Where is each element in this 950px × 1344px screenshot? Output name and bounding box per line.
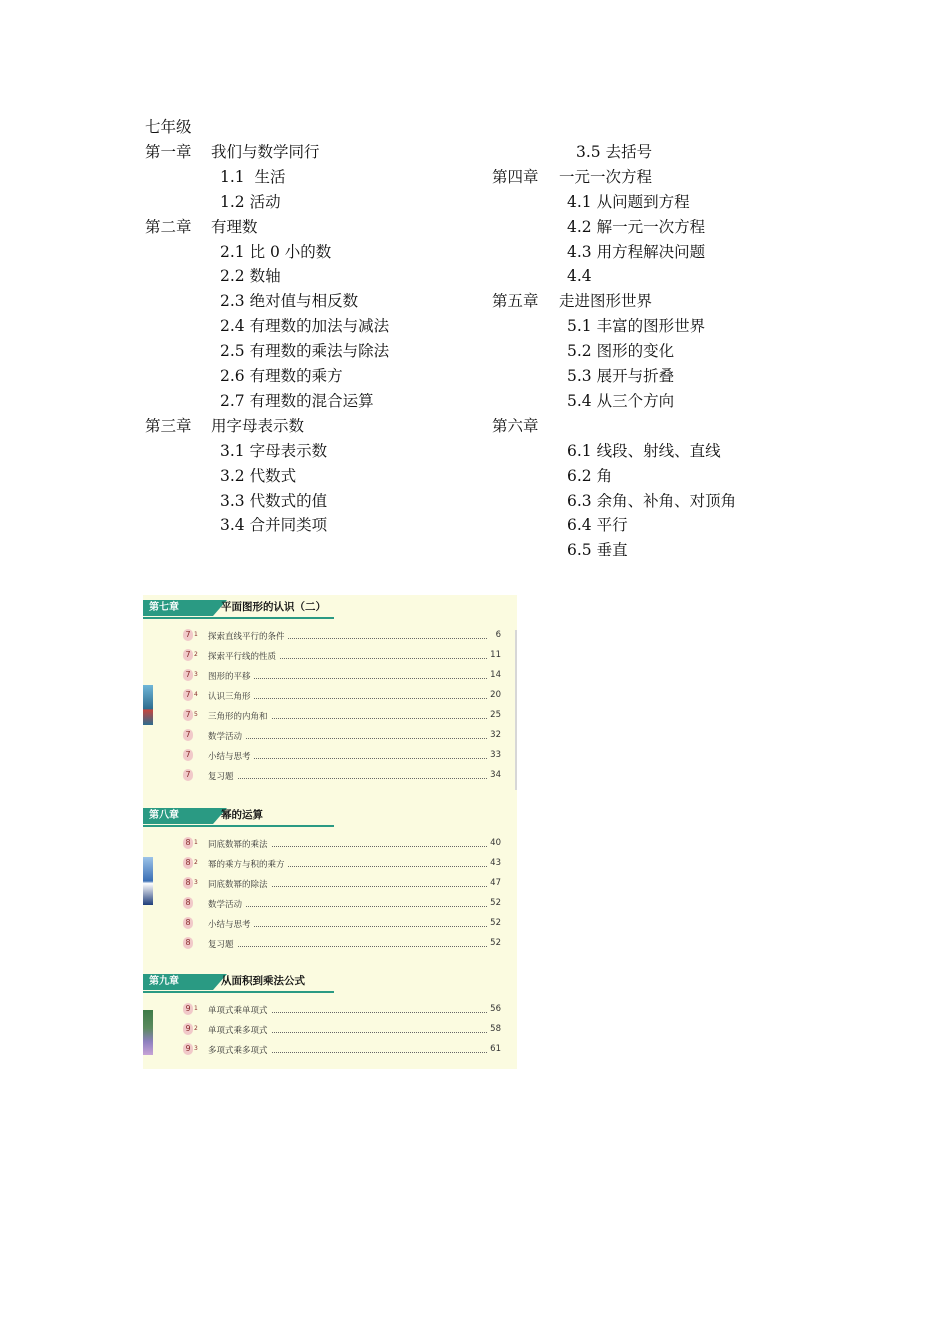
section-entry: 2.2 数轴 [220,267,281,286]
page-number: 33 [487,750,501,760]
toc-entry [183,1003,501,1016]
chapter-number-badge: 7 [183,729,193,741]
section-entry: 5.4 从三个方向 [567,391,675,410]
page-number: 6 [487,630,501,640]
chapter-header [143,598,343,618]
section-title: 图形的平移 [208,670,254,682]
section-subnumber: 3 [194,879,198,886]
page-edge-shadow [515,630,517,790]
toc-entry [183,877,501,890]
section-entry: 3.5 去括号 [576,142,653,161]
chapter-title: 有理数 [211,217,258,236]
chapter-header [143,972,343,992]
chapter-number-badge: 8 [183,937,193,949]
section-title: 三角形的内角和 [208,710,271,722]
page-number: 40 [487,838,501,848]
page-number: 43 [487,858,501,868]
toc-entry [183,769,501,782]
page-number: 20 [487,690,501,700]
page-number: 61 [487,1044,501,1054]
toc-entry [183,857,501,870]
page-number: 52 [487,918,501,928]
section-entry: 2.4 有理数的加法与减法 [220,317,390,336]
chapter-number-badge: 7 [183,669,193,681]
section-title: 认识三角形 [208,690,254,702]
dot-leader [208,906,487,907]
dot-leader [208,738,487,739]
dot-leader [208,778,487,779]
section-title: 复习题 [208,938,237,950]
section-title: 同底数幂的除法 [208,878,271,890]
section-subnumber: 5 [194,711,198,718]
page-number: 58 [487,1024,501,1034]
section-entry: 1.2 活动 [220,192,281,211]
chapter-number-badge: 8 [183,837,193,849]
chapter-underline [143,617,334,619]
section-subnumber: 3 [194,1045,198,1052]
page-number: 11 [487,650,501,660]
section-subnumber: 1 [194,631,198,638]
section-subnumber: 2 [194,651,198,658]
section-title: 单项式乘多项式 [208,1024,271,1036]
section-title: 探索平行线的性质 [208,650,279,662]
chapter-number-badge: 8 [183,877,193,889]
section-entry: 2.6 有理数的乘方 [220,367,343,385]
section-entry: 3.1 字母表示数 [220,441,328,460]
chapter-number: 第五章 [492,292,539,311]
chapter-title: 走进图形世界 [559,292,653,311]
chapter-title: 平面图形的认识（二） [221,601,326,613]
chapter-thumbnail-nine [143,1010,153,1055]
section-entry: 6.5 垂直 [567,541,628,560]
toc-entry [183,729,501,742]
chapter-number-badge: 7 [183,629,193,641]
toc-entry [183,897,501,910]
chapter-number: 第一章 [145,142,192,161]
chapter-title: 用字母表示数 [211,416,305,435]
toc-entry [183,937,501,950]
chapter-number: 第四章 [492,167,539,186]
section-entry: 6.3 余角、补角、对顶角 [567,491,737,510]
section-entry: 2.1 比 0 小的数 [220,242,332,261]
section-title: 复习题 [208,770,237,782]
page-number: 56 [487,1004,501,1014]
page-number: 47 [487,878,501,888]
section-entry: 2.3 绝对值与相反数 [220,292,359,311]
toc-entry [183,1043,501,1056]
page-number: 52 [487,938,501,948]
chapter-number-badge: 8 [183,917,193,929]
toc-entry [183,709,501,722]
toc-entry [183,749,501,762]
section-subnumber: 2 [194,1025,198,1032]
section-entry: 6.4 平行 [567,516,628,535]
chapter-title: 幂的运算 [221,809,263,821]
section-entry: 2.7 有理数的混合运算 [220,391,374,410]
section-title: 同底数幂的乘法 [208,838,271,850]
page-number: 52 [487,898,501,908]
section-entry: 3.2 代数式 [220,466,297,485]
toc-entry [183,837,501,850]
page-number: 14 [487,670,501,680]
section-title: 单项式乘单项式 [208,1004,271,1016]
chapter-tag: 第八章 [143,808,213,824]
chapter-number: 第六章 [492,416,539,435]
toc-entry [183,629,501,642]
chapter-title: 从面积到乘法公式 [221,975,305,987]
toc-entry [183,917,501,930]
section-subnumber: 3 [194,671,198,678]
section-subnumber: 4 [194,691,198,698]
chapter-thumbnail-seven [143,685,153,725]
chapter-thumbnail-eight [143,857,153,905]
section-entry: 5.2 图形的变化 [567,342,675,361]
chapter-number-badge: 8 [183,857,193,869]
section-entry: 4.4 [567,267,592,286]
section-title: 多项式乘多项式 [208,1044,271,1056]
chapter-number: 第二章 [145,217,192,236]
toc-entry [183,669,501,682]
section-entry: 6.1 线段、射线、直线 [567,441,721,460]
section-subnumber: 1 [194,839,198,846]
chapter-header [143,806,343,826]
toc-entry [183,1023,501,1036]
section-entry: 6.2 角 [567,466,613,485]
section-title: 数学活动 [208,730,245,742]
section-entry: 3.4 合并同类项 [220,516,328,535]
chapter-underline [143,991,334,993]
scanned-toc-image [143,595,517,1069]
page-number: 32 [487,730,501,740]
chapter-number-badge: 7 [183,769,193,781]
section-title: 数学活动 [208,898,245,910]
section-title: 幂的乘方与积的乘方 [208,858,288,870]
chapter-title: 我们与数学同行 [211,142,320,161]
chapter-number: 第三章 [145,416,192,435]
section-entry: 5.3 展开与折叠 [567,367,675,385]
page-number: 25 [487,710,501,720]
section-entry: 5.1 丰富的图形世界 [567,317,706,336]
section-title: 探索直线平行的条件 [208,630,288,642]
chapter-tag: 第九章 [143,974,213,990]
section-entry: 4.3 用方程解决问题 [567,242,706,261]
grade-heading: 七年级 [145,118,192,136]
chapter-number-badge: 7 [183,649,193,661]
toc-entry [183,649,501,662]
chapter-tag: 第七章 [143,600,213,616]
chapter-number-badge: 9 [183,1043,193,1055]
section-entry: 3.3 代数式的值 [220,491,328,510]
section-subnumber: 2 [194,859,198,866]
chapter-number-badge: 9 [183,1003,193,1015]
chapter-underline [143,825,334,827]
section-entry: 2.5 有理数的乘法与除法 [220,342,390,361]
dot-leader [208,946,487,947]
section-entry: 4.2 解一元一次方程 [567,217,706,236]
toc-entry [183,689,501,702]
section-title: 小结与思考 [208,750,254,762]
chapter-number-badge: 9 [183,1023,193,1035]
section-subnumber: 1 [194,1005,198,1012]
chapter-title: 一元一次方程 [559,167,653,186]
page-number: 34 [487,770,501,780]
section-entry: 1.1 生活 [220,167,286,186]
section-title: 小结与思考 [208,918,254,930]
chapter-number-badge: 7 [183,749,193,761]
chapter-number-badge: 7 [183,709,193,721]
section-entry: 4.1 从问题到方程 [567,192,690,211]
chapter-number-badge: 7 [183,689,193,701]
chapter-number-badge: 8 [183,897,193,909]
